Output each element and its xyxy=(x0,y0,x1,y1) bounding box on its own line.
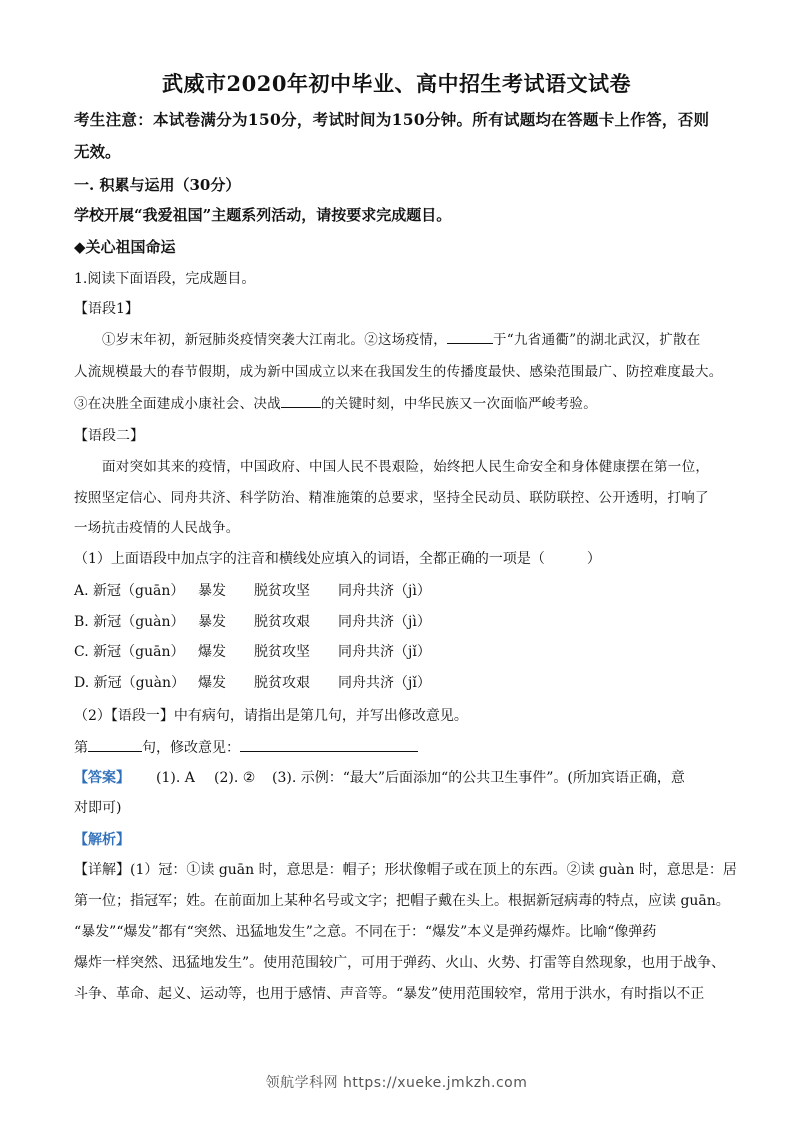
subsection-heading: ◆关心祖国命运 xyxy=(74,238,176,256)
option-a xyxy=(74,580,431,600)
notice-line-2: 无效。 xyxy=(74,142,121,161)
option-b xyxy=(74,611,431,631)
activity-intro: 学校开展“我爱祖国”主题系列活动，请按要求完成题目。 xyxy=(74,206,452,224)
fill-prefix: 第 xyxy=(74,740,88,756)
option-b-word-2: 脱贫攻艰 xyxy=(254,614,310,630)
option-a-word-3: 同舟共济（jì） xyxy=(338,583,431,599)
option-d-word-2: 脱贫攻艰 xyxy=(254,675,310,691)
passage-1-line-3b: 的关键时刻，中华民族又一次面临严峻考验。 xyxy=(321,396,597,412)
passage-1-line-1a: ①岁末年初，新冠肺炎疫情突袭大江南北。②这场疫情， xyxy=(102,332,447,348)
option-d-word-3: 同舟共济（jǐ） xyxy=(338,675,431,691)
fill-blank-revision xyxy=(240,739,418,752)
option-a-word-2: 脱贫攻坚 xyxy=(254,583,310,599)
passage-1-line-1b: 于“九省通衢”的湖北武汉，扩散在 xyxy=(493,332,701,348)
fill-line xyxy=(74,737,418,757)
notice-line-1: 考生注意：本试卷满分为150分，考试时间为150分钟。所有试题均在答题卡上作答，否则 xyxy=(74,110,710,129)
option-c-word-3: 同舟共济（jǐ） xyxy=(338,644,431,660)
passage-2-label: 【语段二】 xyxy=(74,428,144,444)
detail-line-3: “暴发”“爆发”都有“突然、迅猛地发生”之意。不同在于：“爆发”本义是弹药爆炸。比喻“像弹药 xyxy=(74,924,657,940)
option-c-word-1: 爆发 xyxy=(198,644,226,660)
answer-continuation: 对即可) xyxy=(74,800,122,816)
passage-2-line-1: 面对突如其来的疫情，中国政府、中国人民不畏艰险，始终把人民生命安全和身体健康摆在第一位， xyxy=(102,459,710,475)
question-1: 1.阅读下面语段，完成题目。 xyxy=(74,271,256,287)
option-c-word-2: 脱贫攻坚 xyxy=(254,644,310,660)
detail-line-4: 爆炸一样突然、迅猛地发生”。使用范围较广，可用于弹药、火山、火势、打雷等自然现象，也用于战争、 xyxy=(74,955,726,971)
detail-line-2: 第一位；指冠军；姓。在前面加上某种名号或文字；把帽子戴在头上。根据新冠病毒的特点，应读 guān。 xyxy=(74,893,730,909)
answer-part-1: (1). A xyxy=(156,770,195,786)
sub-question-1: （1）上面语段中加点字的注音和横线处应填入的词语，全都正确的一项是（ ） xyxy=(74,551,601,567)
section-heading: 一. 积累与运用（30分） xyxy=(74,176,241,194)
passage-2-line-3: 一场抗击疫情的人民战争。 xyxy=(74,520,240,536)
option-b-letter: B. 新冠（guàn） xyxy=(74,614,185,630)
blank-2 xyxy=(281,395,321,408)
fill-suffix: 句，修改意见： xyxy=(142,740,240,756)
analysis-label: 【解析】 xyxy=(74,832,130,848)
blank-1 xyxy=(447,331,493,344)
option-b-word-1: 暴发 xyxy=(198,614,226,630)
passage-1-line-3 xyxy=(74,392,597,412)
passage-1-line-1 xyxy=(102,328,701,348)
option-a-word-1: 暴发 xyxy=(198,583,226,599)
option-c-letter: C. 新冠（guān） xyxy=(74,644,185,660)
fill-blank-sentence xyxy=(88,739,142,752)
answer-line xyxy=(74,767,685,787)
page-title: 武威市2020年初中毕业、高中招生考试语文试卷 xyxy=(162,71,631,96)
option-b-word-3: 同舟共济（jì） xyxy=(338,614,431,630)
passage-2-line-2: 按照坚定信心、同舟共济、科学防治、精准施策的总要求，坚持全民动员、联防联控、公开透明，打响了 xyxy=(74,490,709,506)
answer-part-3: (3). 示例：“最大”后面添加“的公共卫生事件”。(所加宾语正确，意 xyxy=(272,770,685,786)
option-d xyxy=(74,672,431,692)
detail-line-5: 斗争、革命、起义、运动等，也用于感情、声音等。“暴发”使用范围较窄，常用于洪水，有时指以不正 xyxy=(74,986,705,1002)
page-footer: 领航学科网 https://xueke.jmkzh.com xyxy=(265,1075,528,1091)
option-a-letter: A. 新冠（guān） xyxy=(74,583,185,599)
passage-1-line-2: 人流规模最大的春节假期，成为新中国成立以来在我国发生的传播度最快、感染范围最广、防控难度最大。 xyxy=(74,364,723,380)
option-d-letter: D. 新冠（guàn） xyxy=(74,675,185,691)
passage-1-label: 【语段1】 xyxy=(74,301,139,317)
sub-question-2: （2）【语段一】中有病句，请指出是第几句，并写出修改意见。 xyxy=(74,708,468,724)
answer-label: 【答案】 xyxy=(74,770,130,786)
option-d-word-1: 爆发 xyxy=(198,675,226,691)
passage-1-line-3a: ③在决胜全面建成小康社会、决战 xyxy=(74,396,281,412)
answer-part-2: (2). ② xyxy=(214,770,256,786)
option-c xyxy=(74,641,431,661)
detail-line-1: 【详解】(1）冠：①读 guān 时，意思是：帽子；形状像帽子或在顶上的东西。②读 guàn 时，意思是：居 xyxy=(74,862,737,878)
